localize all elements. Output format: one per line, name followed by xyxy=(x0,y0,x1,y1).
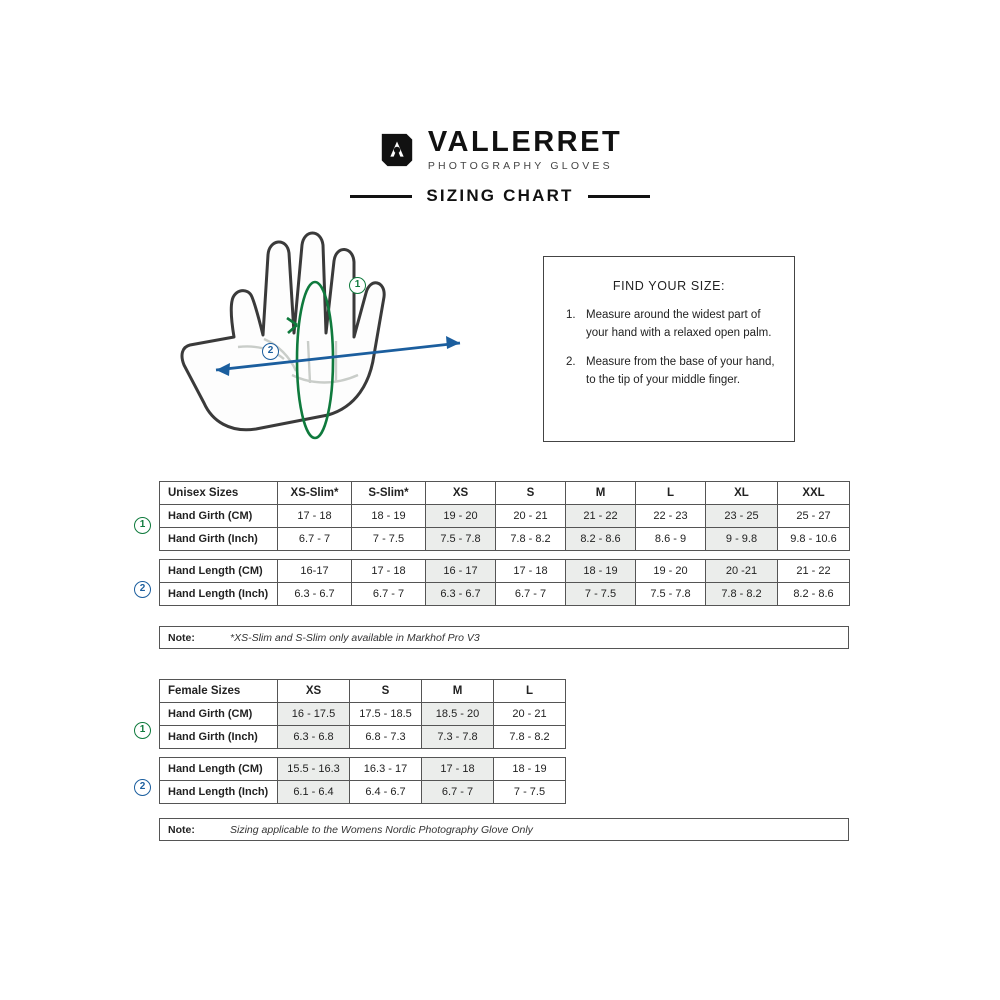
cell: 6.7 - 7 xyxy=(496,583,566,606)
cell: 7 - 7.5 xyxy=(352,528,426,551)
female-marker-2: 2 xyxy=(134,779,151,796)
unisex-sizes-table xyxy=(159,481,850,606)
female-note-label: Note: xyxy=(168,823,195,836)
female-note xyxy=(159,818,849,841)
cell: 20 - 21 xyxy=(494,703,566,726)
table-row xyxy=(160,528,850,551)
female-header-row xyxy=(160,680,566,703)
cell: 22 - 23 xyxy=(636,505,706,528)
cell: 17.5 - 18.5 xyxy=(350,703,422,726)
unisex-row-label-length-cm: Hand Length (CM) xyxy=(160,560,278,583)
find-step-2: Measure from the base of your hand, to the tip of your middle finger. xyxy=(586,356,775,386)
table-row xyxy=(160,781,566,804)
unisex-note-text: *XS-Slim and S-Slim only available in Markhof Pro V3 xyxy=(230,631,480,644)
brand-name: VALLERRET xyxy=(427,126,623,158)
title-rule-right xyxy=(588,195,650,198)
unisex-col-s-slim: S-Slim* xyxy=(352,482,426,505)
cell: 6.3 - 6.8 xyxy=(278,726,350,749)
table-row xyxy=(160,703,566,726)
cell: 23 - 25 xyxy=(706,505,778,528)
female-title: Female Sizes xyxy=(160,680,278,703)
female-col-l: L xyxy=(494,680,566,703)
female-note-text: Sizing applicable to the Womens Nordic Photography Glove Only xyxy=(230,823,533,836)
unisex-note-label: Note: xyxy=(168,631,195,644)
diagram-marker-1: 1 xyxy=(349,277,366,294)
cell: 16.3 - 17 xyxy=(350,758,422,781)
cell: 6.8 - 7.3 xyxy=(350,726,422,749)
cell: 7.8 - 8.2 xyxy=(496,528,566,551)
cell: 20 -21 xyxy=(706,560,778,583)
cell: 17 - 18 xyxy=(352,560,426,583)
unisex-header-row xyxy=(160,482,850,505)
female-sizes-table xyxy=(159,679,566,804)
cell: 16 - 17 xyxy=(426,560,496,583)
cell: 19 - 20 xyxy=(636,560,706,583)
female-row-label-length-cm: Hand Length (CM) xyxy=(160,758,278,781)
cell: 7.8 - 8.2 xyxy=(706,583,778,606)
cell: 15.5 - 16.3 xyxy=(278,758,350,781)
cell: 6.3 - 6.7 xyxy=(426,583,496,606)
find-your-size-steps xyxy=(544,307,794,389)
cell: 7.5 - 7.8 xyxy=(426,528,496,551)
unisex-col-xl: XL xyxy=(706,482,778,505)
unisex-row-label-girth-inch: Hand Girth (Inch) xyxy=(160,528,278,551)
table-spacer-row xyxy=(160,749,566,758)
brand-tagline: PHOTOGRAPHY GLOVES xyxy=(427,160,613,172)
unisex-col-xs-slim: XS-Slim* xyxy=(278,482,352,505)
female-col-xs: XS xyxy=(278,680,350,703)
cell: 25 - 27 xyxy=(778,505,850,528)
vallerret-shield-icon xyxy=(378,131,416,169)
cell: 19 - 20 xyxy=(426,505,496,528)
unisex-col-s: S xyxy=(496,482,566,505)
cell: 17 - 18 xyxy=(278,505,352,528)
unisex-col-m: M xyxy=(566,482,636,505)
female-marker-1: 1 xyxy=(134,722,151,739)
cell: 6.1 - 6.4 xyxy=(278,781,350,804)
cell: 9.8 - 10.6 xyxy=(778,528,850,551)
cell: 18 - 19 xyxy=(494,758,566,781)
hand-diagram-svg xyxy=(160,215,520,450)
cell: 8.2 - 8.6 xyxy=(778,583,850,606)
cell: 18 - 19 xyxy=(566,560,636,583)
find-your-size-box xyxy=(543,256,795,442)
cell: 7.3 - 7.8 xyxy=(422,726,494,749)
unisex-marker-1: 1 xyxy=(134,517,151,534)
title-rule-left xyxy=(350,195,412,198)
table-row xyxy=(160,583,850,606)
table-row xyxy=(160,560,850,583)
find-your-size-heading: FIND YOUR SIZE: xyxy=(612,279,726,293)
female-col-m: M xyxy=(422,680,494,703)
cell: 9 - 9.8 xyxy=(706,528,778,551)
female-row-label-length-inch: Hand Length (Inch) xyxy=(160,781,278,804)
page-title xyxy=(0,186,1000,206)
cell: 8.2 - 8.6 xyxy=(566,528,636,551)
title-text: SIZING CHART xyxy=(426,186,574,205)
cell: 6.7 - 7 xyxy=(278,528,352,551)
brand-header xyxy=(0,128,1000,174)
cell: 20 - 21 xyxy=(496,505,566,528)
female-row-label-girth-cm: Hand Girth (CM) xyxy=(160,703,278,726)
unisex-col-xs: XS xyxy=(426,482,496,505)
female-row-label-girth-inch: Hand Girth (Inch) xyxy=(160,726,278,749)
unisex-title: Unisex Sizes xyxy=(160,482,278,505)
table-spacer-row xyxy=(160,551,850,560)
cell: 6.4 - 6.7 xyxy=(350,781,422,804)
female-col-s: S xyxy=(350,680,422,703)
cell: 17 - 18 xyxy=(496,560,566,583)
cell: 21 - 22 xyxy=(566,505,636,528)
cell: 6.3 - 6.7 xyxy=(278,583,352,606)
cell: 7 - 7.5 xyxy=(566,583,636,606)
hand-illustration xyxy=(160,215,520,450)
unisex-col-l: L xyxy=(636,482,706,505)
table-row xyxy=(160,505,850,528)
cell: 7.5 - 7.8 xyxy=(636,583,706,606)
cell: 17 - 18 xyxy=(422,758,494,781)
cell: 16 - 17.5 xyxy=(278,703,350,726)
unisex-col-xxl: XXL xyxy=(778,482,850,505)
unisex-row-label-length-inch: Hand Length (Inch) xyxy=(160,583,278,606)
cell: 18.5 - 20 xyxy=(422,703,494,726)
cell: 8.6 - 9 xyxy=(636,528,706,551)
cell: 18 - 19 xyxy=(352,505,426,528)
table-row xyxy=(160,758,566,781)
cell: 7 - 7.5 xyxy=(494,781,566,804)
unisex-row-label-girth-cm: Hand Girth (CM) xyxy=(160,505,278,528)
cell: 6.7 - 7 xyxy=(422,781,494,804)
cell: 6.7 - 7 xyxy=(352,583,426,606)
table-row xyxy=(160,726,566,749)
unisex-marker-2: 2 xyxy=(134,581,151,598)
find-step-1: Measure around the widest part of your hand with a relaxed open palm. xyxy=(586,309,772,339)
cell: 7.8 - 8.2 xyxy=(494,726,566,749)
diagram-marker-2: 2 xyxy=(262,343,279,360)
unisex-note xyxy=(159,626,849,649)
cell: 16-17 xyxy=(278,560,352,583)
cell: 21 - 22 xyxy=(778,560,850,583)
